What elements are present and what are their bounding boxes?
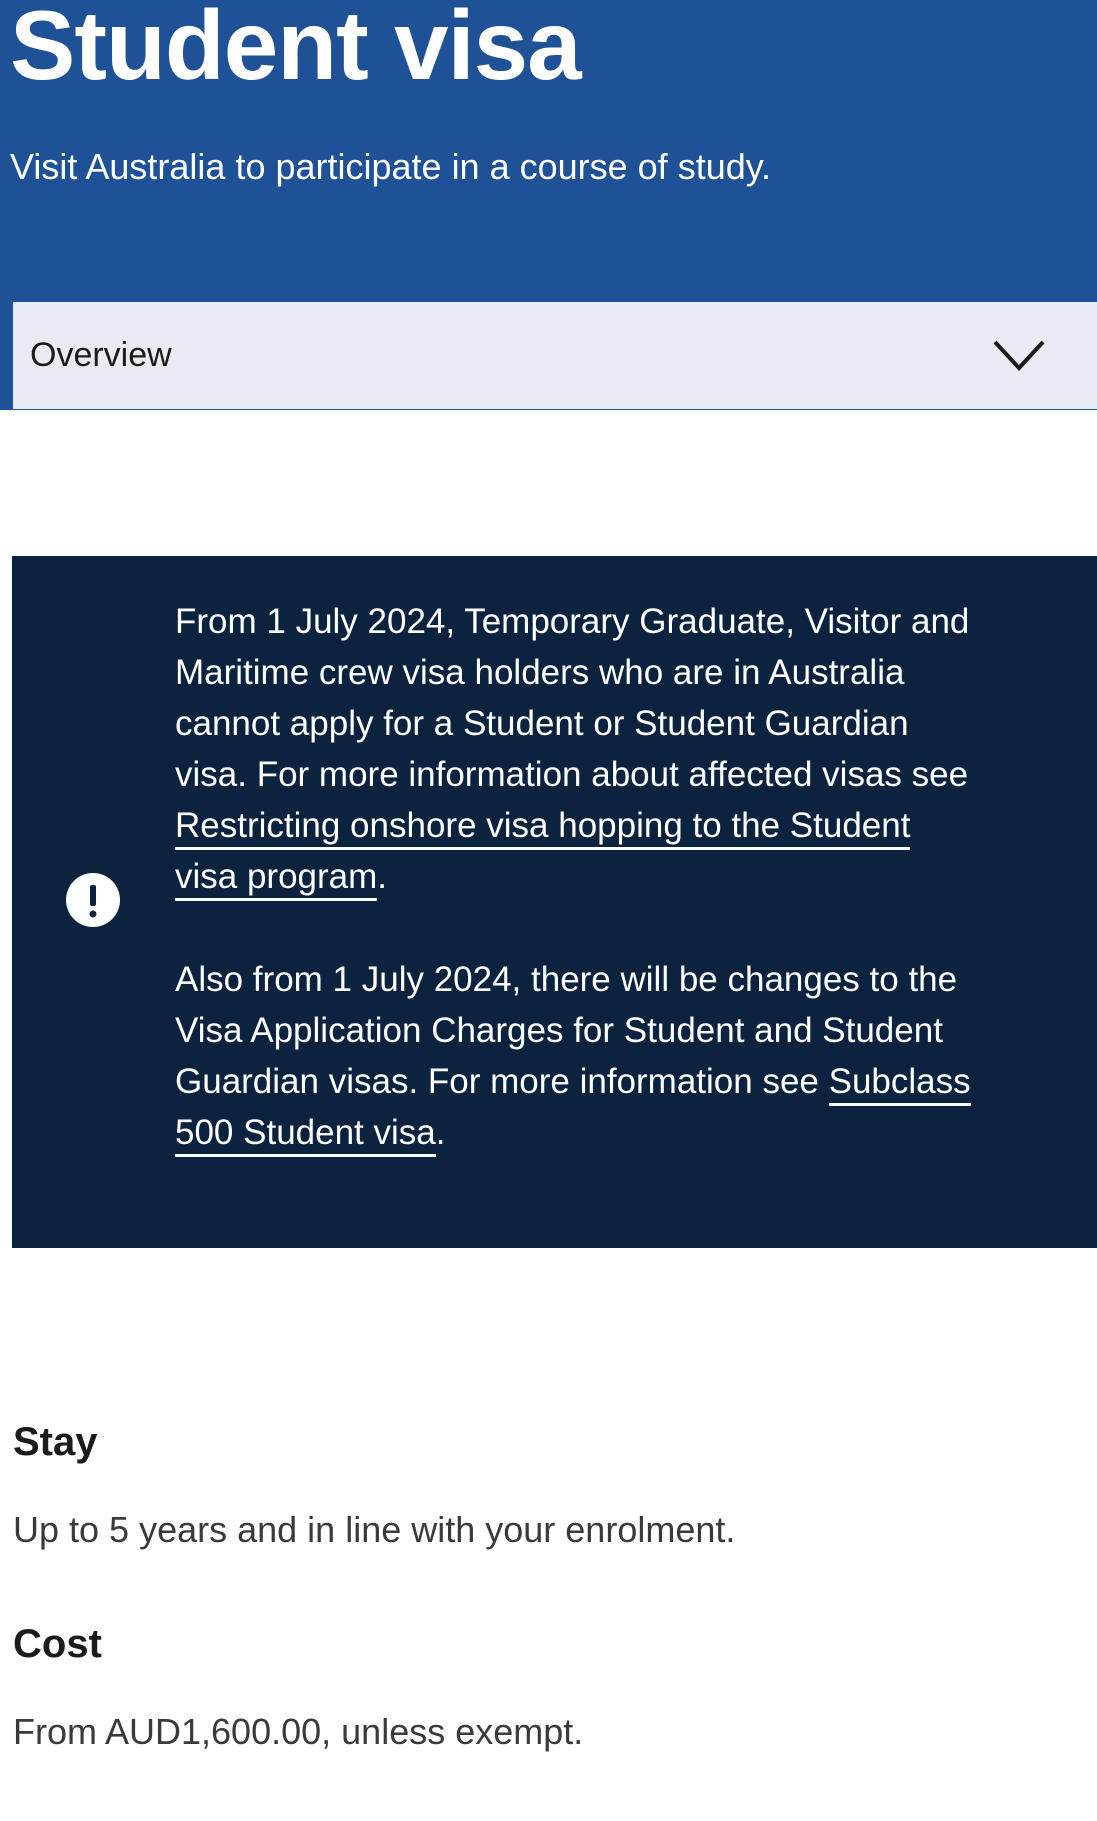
section-nav-dropdown[interactable] xyxy=(0,302,1097,409)
stay-text: Up to 5 years and in line with your enrolment. xyxy=(13,1509,736,1550)
notice-text: Also from 1 July 2024, there will be changes to the Visa Application Charges for Student and Student Guardian visas. For more information see xyxy=(175,960,958,1101)
visa-hopping-link[interactable]: Restricting onshore visa hopping to the Student visa program xyxy=(175,806,910,901)
stay-heading: Stay xyxy=(13,1420,98,1464)
notice-body xyxy=(175,596,975,1158)
notice-text-end: . xyxy=(377,857,388,896)
exclamation-icon xyxy=(65,872,121,928)
page-title: Student visa xyxy=(10,0,581,100)
notice-text: From 1 July 2024, Temporary Graduate, Visitor and Maritime crew visa holders who are in Australia cannot apply for a Student or Student Guardian visa. For more information about affected visas see xyxy=(175,602,970,794)
chevron-down-icon xyxy=(991,336,1047,376)
important-notice xyxy=(12,556,1097,1248)
notice-paragraph xyxy=(175,596,975,902)
section-nav-selected: Overview xyxy=(30,336,172,374)
notice-text-end: . xyxy=(435,1113,446,1152)
cost-heading: Cost xyxy=(13,1622,102,1666)
subclass-500-link[interactable]: Subclass 500 Student visa xyxy=(175,1062,971,1157)
cost-text: From AUD1,600.00, unless exempt. xyxy=(13,1711,584,1752)
page-subtitle: Visit Australia to participate in a course of study. xyxy=(10,146,772,187)
notice-paragraph xyxy=(175,954,975,1158)
